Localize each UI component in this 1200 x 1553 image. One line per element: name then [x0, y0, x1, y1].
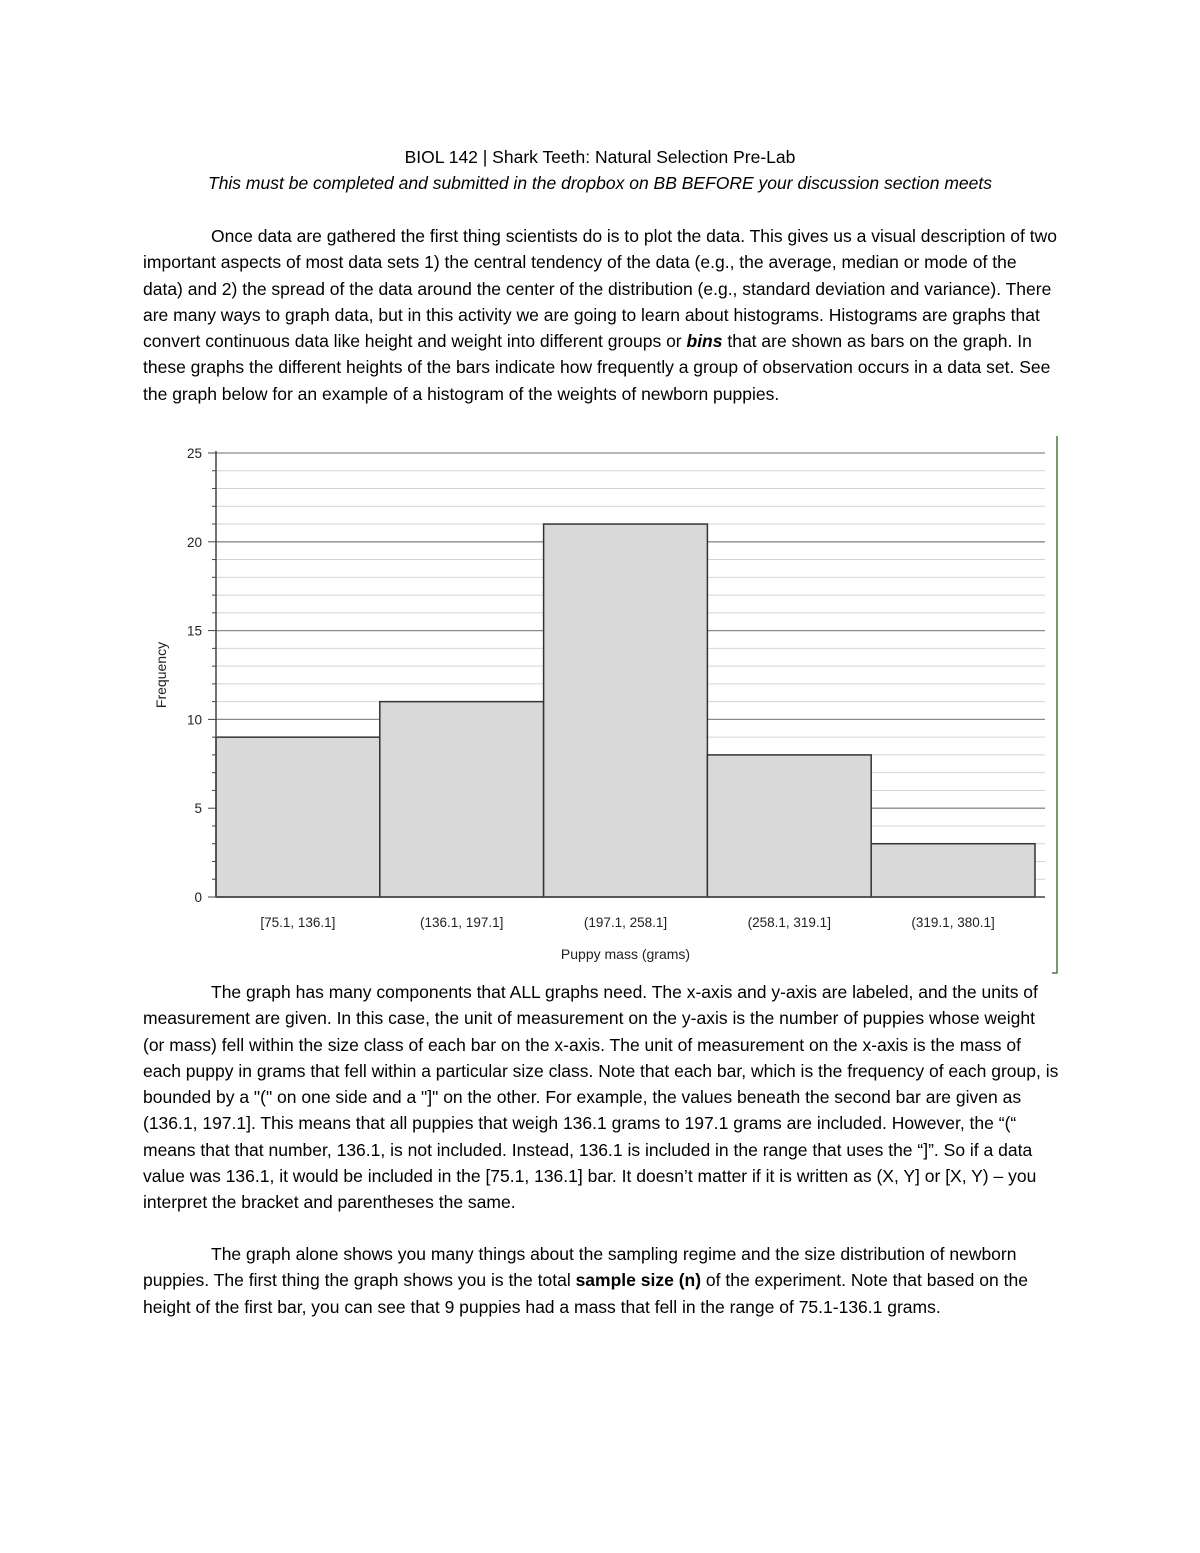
- graph-components-paragraph: [143, 979, 1061, 1216]
- x-tick-label: [75.1, 136.1]: [260, 915, 336, 930]
- intro-text-a: Once data are gathered the first thing scientists do is to plot the data. This gives us a visual description of two important aspects of most data sets 1) the central tendency of the data (e.g., the average, median or mode of the data) and 2) the spread of the data around the center of the distribution (e.g., standard deviation and variance). There are many ways to graph data, but in this activity we are going to learn about histograms. Histograms are graphs that convert continuous data like height and weight into different groups or: [143, 226, 1057, 352]
- histogram-bar: [871, 844, 1035, 897]
- x-tick-label: (319.1, 380.1]: [911, 915, 995, 930]
- histogram-bar: [380, 702, 544, 897]
- intro-text-b: that are shown as bars on the graph. In these graphs the different heights of the bars indicate how frequently a group of observation occurs in a data set. See the graph below for an example of a histogram of the weights of newborn puppies.: [143, 331, 1051, 404]
- y-tick-label: 15: [186, 623, 202, 639]
- page-title: BIOL 142 | Shark Teeth: Natural Selection Pre-Lab: [404, 147, 796, 167]
- histogram-bar: [544, 524, 708, 897]
- histogram-bar: [707, 755, 871, 897]
- sample-size-term: sample size (n): [575, 1270, 702, 1291]
- histogram-svg: [140, 436, 1070, 976]
- page-subtitle: This must be completed and submitted in the dropbox on BB BEFORE your discussion section meets: [208, 173, 992, 193]
- y-tick-label: 20: [186, 534, 202, 550]
- y-tick-label: 5: [194, 801, 202, 817]
- intro-emphasis: bins: [686, 331, 723, 352]
- histogram-bar: [216, 737, 380, 897]
- y-tick-label: 10: [186, 712, 202, 728]
- x-axis-label: Puppy mass (grams): [560, 946, 691, 962]
- sample-size-paragraph: [143, 1241, 1061, 1320]
- sample-size-text-b: of the experiment. Note that based on the height of the first bar, you can see that 9 puppies had a mass that fell in the range of 75.1-136.1 grams.: [143, 1270, 1028, 1317]
- x-tick-label: (136.1, 197.1]: [420, 915, 504, 930]
- y-tick-label: 25: [186, 446, 202, 461]
- sample-size-text-a: The graph alone shows you many things about the sampling regime and the size distribution of newborn puppies. The first thing the graph shows you is the total: [143, 1244, 1017, 1291]
- graph-components-text: The graph has many components that ALL graphs need. The x-axis and y-axis are labeled, and the units of measurement are given. In this case, the unit of measurement on the y-axis is the number of puppies whose weight (or mass) fell within the size class of each bar on the x-axis. The unit of measurement on the x-axis is the mass of each puppy in grams that fell within a particular size class. Note that each bar, which is the frequency of each group, is bounded by a "(" on one side and a "]" on the other. For example, the values beneath the second bar are given as (136.1, 197.1]. This means that all puppies that weigh 136.1 grams to 197.1 grams are included. However, the “(“ means that that number, 136.1, is not included. Instead, 136.1 is included in the range that uses the “]”. So if a data value was 136.1, it would be included in the [75.1, 136.1] bar. It doesn’t matter if it is written as (X, Y] or [X, Y) – you interpret the bracket and parentheses the same.: [143, 982, 1059, 1213]
- intro-paragraph: [143, 223, 1061, 407]
- y-tick-label: 0: [194, 890, 202, 905]
- x-tick-label: (197.1, 258.1]: [583, 915, 668, 930]
- x-tick-label: (258.1, 319.1]: [747, 915, 831, 930]
- histogram-chart: [140, 436, 1070, 976]
- chart-frame-bracket: [1052, 436, 1057, 973]
- y-axis-label: Frequency: [153, 641, 169, 709]
